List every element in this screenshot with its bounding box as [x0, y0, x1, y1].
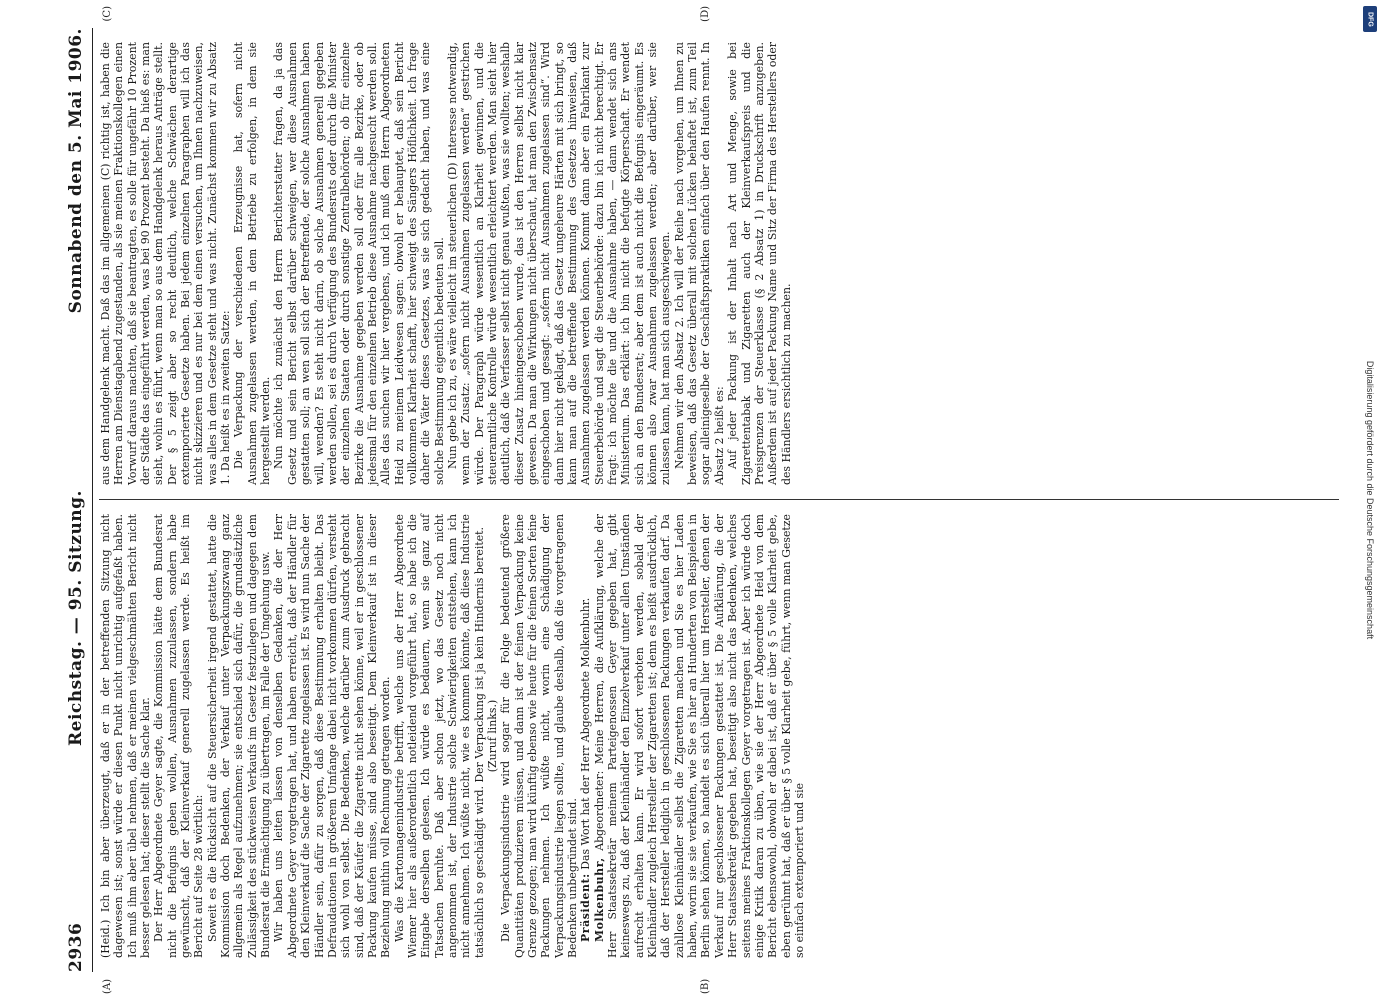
dfg-logo-text: DFG	[1366, 11, 1374, 27]
text-paragraph: Der Herr Abgeordnete Geyer sagte, die Kommission hätte dem Bundesrat nicht die Befugnis geben wollen, Ausnahmen zuzulassen, sondern habe gewünscht, daß der Kleinverkauf generell zugelassen werde. Es heißt im Bericht auf Seite 28 wörtlich:	[152, 514, 206, 958]
page-header	[66, 28, 93, 972]
interjection: (Zuruf links.)	[485, 699, 499, 773]
text-paragraph: (Heid.) Ich bin aber überzeugt, daß er in der betreffenden Sitzung nicht dagewesen ist; sonst würde er diesen Punkt nicht unrichtig aufgefaßt haben. Ich muß ihm aber übel nehmen, daß er meinen vielgeschmähten Bericht nicht besser gelesen hat; dieser stellt die Sache klar.	[99, 514, 153, 958]
speech-paragraph	[579, 514, 592, 958]
right-column	[99, 6, 1339, 500]
dfg-logo	[1363, 6, 1377, 32]
text-paragraph: Nun möchte ich zunächst den Herrn Berichterstatter fragen, da ja das Gesetz und sein Bericht selbst darüber schweigen, wer diese Ausnahmen gestatten soll; an wen soll sich der Betreffende, der solche Ausnahmen haben will, wenden? Es steht nicht darin, ob solche Ausnahmen generell gegeben werden sollen, sei es durch Verfügung des Bundesrats oder durch die Minister der einzelnen Staaten oder durch sonstige Zentralbehörden; ob für einzelne Bezirke die Ausnahme gegeben werden soll oder für alle Bezirke, oder ob jedesmal für den einzelnen Betrieb diese Ausnahme nachgesucht werden soll. Alles das suchen wir hier vergebens, und ich muß dem Herrn Abgeordneten Heid zu meinem Leidwesen sagen: obwohl er behauptet, daß sein Bericht vollkommen Klarheit schafft, hier schweigt des Sängers Höflichkeit. Ich frage daher die Väter dieses Gesetzes, was sie sich gedacht haben, und was eine solche Bestimmung eigentlich bedeuten soll.	[272, 42, 446, 485]
left-column	[99, 500, 1339, 994]
margin-marker-b: (B)	[700, 978, 711, 994]
text-paragraph: aus dem Handgelenk macht. Daß das im allgemeinen (C) richtig ist, haben die Herren am Dienstagabend zugestanden, als sie meinen Fraktionskollegen einen Vorwurf daraus machten, daß sie beantragten, es solle für ungefähr 10 Prozent der Städte das eingeführt werden, was bei 90 Prozent besteht. Da hieß es: man sieht, wohin es führt, wenn man so aus dem Handgelenk heraus Anträge stellt. Der § 5 zeigt aber so recht deutlich, welche Schwächen derartige extemporierte Gesetze haben. Bei jedem einzelnen Paragraphen will ich das nicht skizzieren und es nur bei dem einen versuchen, um Ihnen nachzuweisen, was alles in dem Gesetze steht und was nicht. Zunächst kommen wir zu Absatz 1. Da heißt es in zweiten Satze:	[99, 42, 233, 485]
text-paragraph: Die Verpackungsindustrie wird sogar für die Folge bedeutend größere Quantitäten produzieren müssen, und dann ist der feinen Verpackung keine Grenze gezogen; man wird künftig ebenso wie heute für die feinen Sorten feine Packungen nehmen. Ich wüßte nicht, worin eine Schädigung der Verpackungsindustrie liegen sollte, und glaube deshalb, daß die vorgetragenen Bedenken unbegründet sind.	[499, 514, 580, 958]
text-paragraph: Was die Kartonnagenindustrie betrifft, welche uns der Herr Abgeordnete Wiemer hier als außerordentlich notleidend vorgeführt hat, so habe ich die Eingabe derselben gelesen. Ich würde es bedauern, wenn sie ganz auf Tatsachen beruhte. Daß aber schon jetzt, wo das Gesetz noch nicht angenommen ist, der Industrie solche Schwierigkeiten entstehen, kann ich nicht annehmen. Ich wüßte nicht, wie es kommen könnte, daß diese Industrie tatsächlich so geschädigt wird. Der Verpackung ist ja kein Hindernis bereitet.	[392, 514, 486, 958]
margin-marker-d: (D)	[700, 6, 711, 22]
text-paragraph: Die Verpackung der verschiedenen Erzeugnisse hat, sofern nicht Ausnahmen zugelassen werden, in dem Betriebe zu erfolgen, in dem sie hergestellt werden.	[232, 42, 273, 485]
page-number: 2936	[66, 922, 86, 972]
digitization-note	[1357, 0, 1383, 1000]
text-paragraph: Nehmen wir den Absatz 2. Ich will der Reihe nach vorgehen, um Ihnen zu beweisen, daß das Gesetz überall mit solchen Lücken behaftet ist, zum Teil sogar alleinigeselbe der Geschäftspraktiken einfach über den Haufen rennt. In Absatz 2 heißt es:	[672, 42, 726, 485]
text-paragraph: Soweit es die Rücksicht auf die Steuersicherheit irgend gestattet, hatte die Kommission doch Bedenken, der Verkauf unter Verpackungszwang ganz allgemein als Regel aufzunehmen; sie entschied sich dafür, die grundsätzliche Zulässigkeit des stückweisen Verkaufs im Gesetz festzulegen und dagegen dem Bundesrat die Ermächtigung zu übertragen, im Falle der Umgehung usw.	[205, 514, 273, 958]
margin-marker-a: (A)	[102, 978, 113, 994]
speaker-name: Molkenbuhr,	[592, 857, 606, 942]
text-paragraph: Auf jeder Packung ist der Inhalt nach Art und Menge, sowie bei Zigarettentabak und Zigaretten auch der Kleinverkaufspreis und die Preisgrenzen der Steuerklasse (§ 2 Absatz 1) in Druckschrift anzugeben. Außerdem ist auf jeder Packung Name und Sitz der Firma des Herstellers oder des Händlers ersichtlich zu machen.	[726, 42, 793, 485]
margin-marker-c: (C)	[102, 6, 113, 22]
speech-paragraph	[593, 514, 807, 958]
speaker-name: Präsident:	[579, 873, 593, 942]
text-paragraph: Nun gebe ich zu, es wäre vielleicht im steuerlichen (D) Interesse notwendig, wenn der Zusatz: „sofern nicht Ausnahmen zugelassen werden“ gestrichen würde. Der Paragraph würde wesentlich an Klarheit gewinnen, und die steueramtliche Kontrolle würde wesentlich erleichtert werden. Man sieht hier deutlich, daß die Verfasser selbst nicht genau wußten, was sie wollten; weshalb dieser Zusatz hineingeschoben wurde, das ist den Herren selbst nicht klar gewesen. Da man die Wirkungen nicht überschaut, hat man den Zwischensatz eingeschoben und gesagt: „sofern nicht Ausnahmen zugelassen sind“. Wird dann hier nicht geklagt, daß das Gesetz ungeheure Härten mit sich bringt, so kann man auf die betreffende Bestimmung des Gesetzes hinweisen, daß Ausnahmen zugelassen werden können. Kommt dann aber ein Fabrikant zur Steuerbehörde und sagt die Steuerbehörde: dazu bin ich nicht berechtigt. Er fragt: ich möchte die und die Ausnahme haben, — dann wendet sich ans Ministerium. Das erklärt: ich bin nicht die befugte Körperschaft. Er wendet sich an den Bundesrat; aber dem ist auch nicht die Befugnis eingeräumt. Es können also zwar Ausnahmen zugelassen werden; aber darüber, wer sie zulassen kann, hat man sich ausgeschwiegen.	[445, 42, 673, 485]
digitization-note-text: Digitalisierung gefördert durch die Deutsche Forschungsgemeinschaft	[1365, 360, 1375, 640]
text-paragraph: Wir haben uns leiten lassen von denselben Gedanken, die der Herr Abgeordnete Geyer vorgetragen hat, und haben erreicht, daß der Händler für den Kleinverkauf die Sache der Zigarette zugelassen ist. Es wird nun Sache der Händler sein, dafür zu sorgen, daß diese Bestimmung erhalten bleibt. Das Defraudationen in größerem Umfange dabei nicht vorkommen dürfen, versteht sich wohl von selbst. Die Bedenken, welche darüber zum Ausdruck gebracht sind, daß der Käufer die Zigarette nicht sehen könne, weil er in geschlossener Packung kaufen müsse, sind also beseitigt. Dem Kleinverkauf ist in dieser Beziehung mithin voll Rechnung getragen worden.	[272, 514, 393, 958]
session-date: Sonnabend den 5. Mai 1906.	[66, 28, 86, 314]
session-title: Reichstag. — 95. Sitzung.	[66, 490, 86, 746]
rotated-page	[60, 0, 1360, 1000]
speech-text: Das Wort hat der Herr Abgeordnete Molkenbuhr.	[579, 597, 593, 874]
speech-text: Abgeordneter: Meine Herren, die Aufklärung, welche der Herr Staatssekretär meinem Parteigenossen Geyer gegeben hat, gibt keineswegs zu, daß der Kleinhändler den Einzelverkauf unter allen Umständen aufrecht erhalten kann. Er wird sofort verboten werden, sobald der Kleinhändler zugleich Hersteller der Zigaretten ist; denn es heißt ausdrücklich, daß der Hersteller lediglich in geschlossenen Packungen verkaufen darf. Da zahllose Kleinhändler selbst die Zigaretten machen und Sie es hier Laden haben, worin sie sie verkaufen, wie Sie es hier an Hunderten von Beispielen in Berlin sehen können, so handelt es sich überall hier um Hersteller, denen der Verkauf nur geschlossener Packungen gestattet ist. Die Aufklärung, die der Herr Staatssekretär gegeben hat, beseitigt also nicht das Bedenken, welches seitens meines Fraktionskollegen Geyer vorgetragen ist. Aber ich würde doch einige Kritik daran zu üben, wie sie der Herr Abgeordnete Heid von dem Bericht ebensowohl, obwohl er dabei ist, daß er über § 5 volle Klarheit gebe, eben gerühmt hat, daß er über § 5 volle Klarheit gebe, führt, wenn man Gesetze so einfach extemporiert und sie	[592, 514, 806, 958]
text-columns	[99, 6, 1339, 994]
